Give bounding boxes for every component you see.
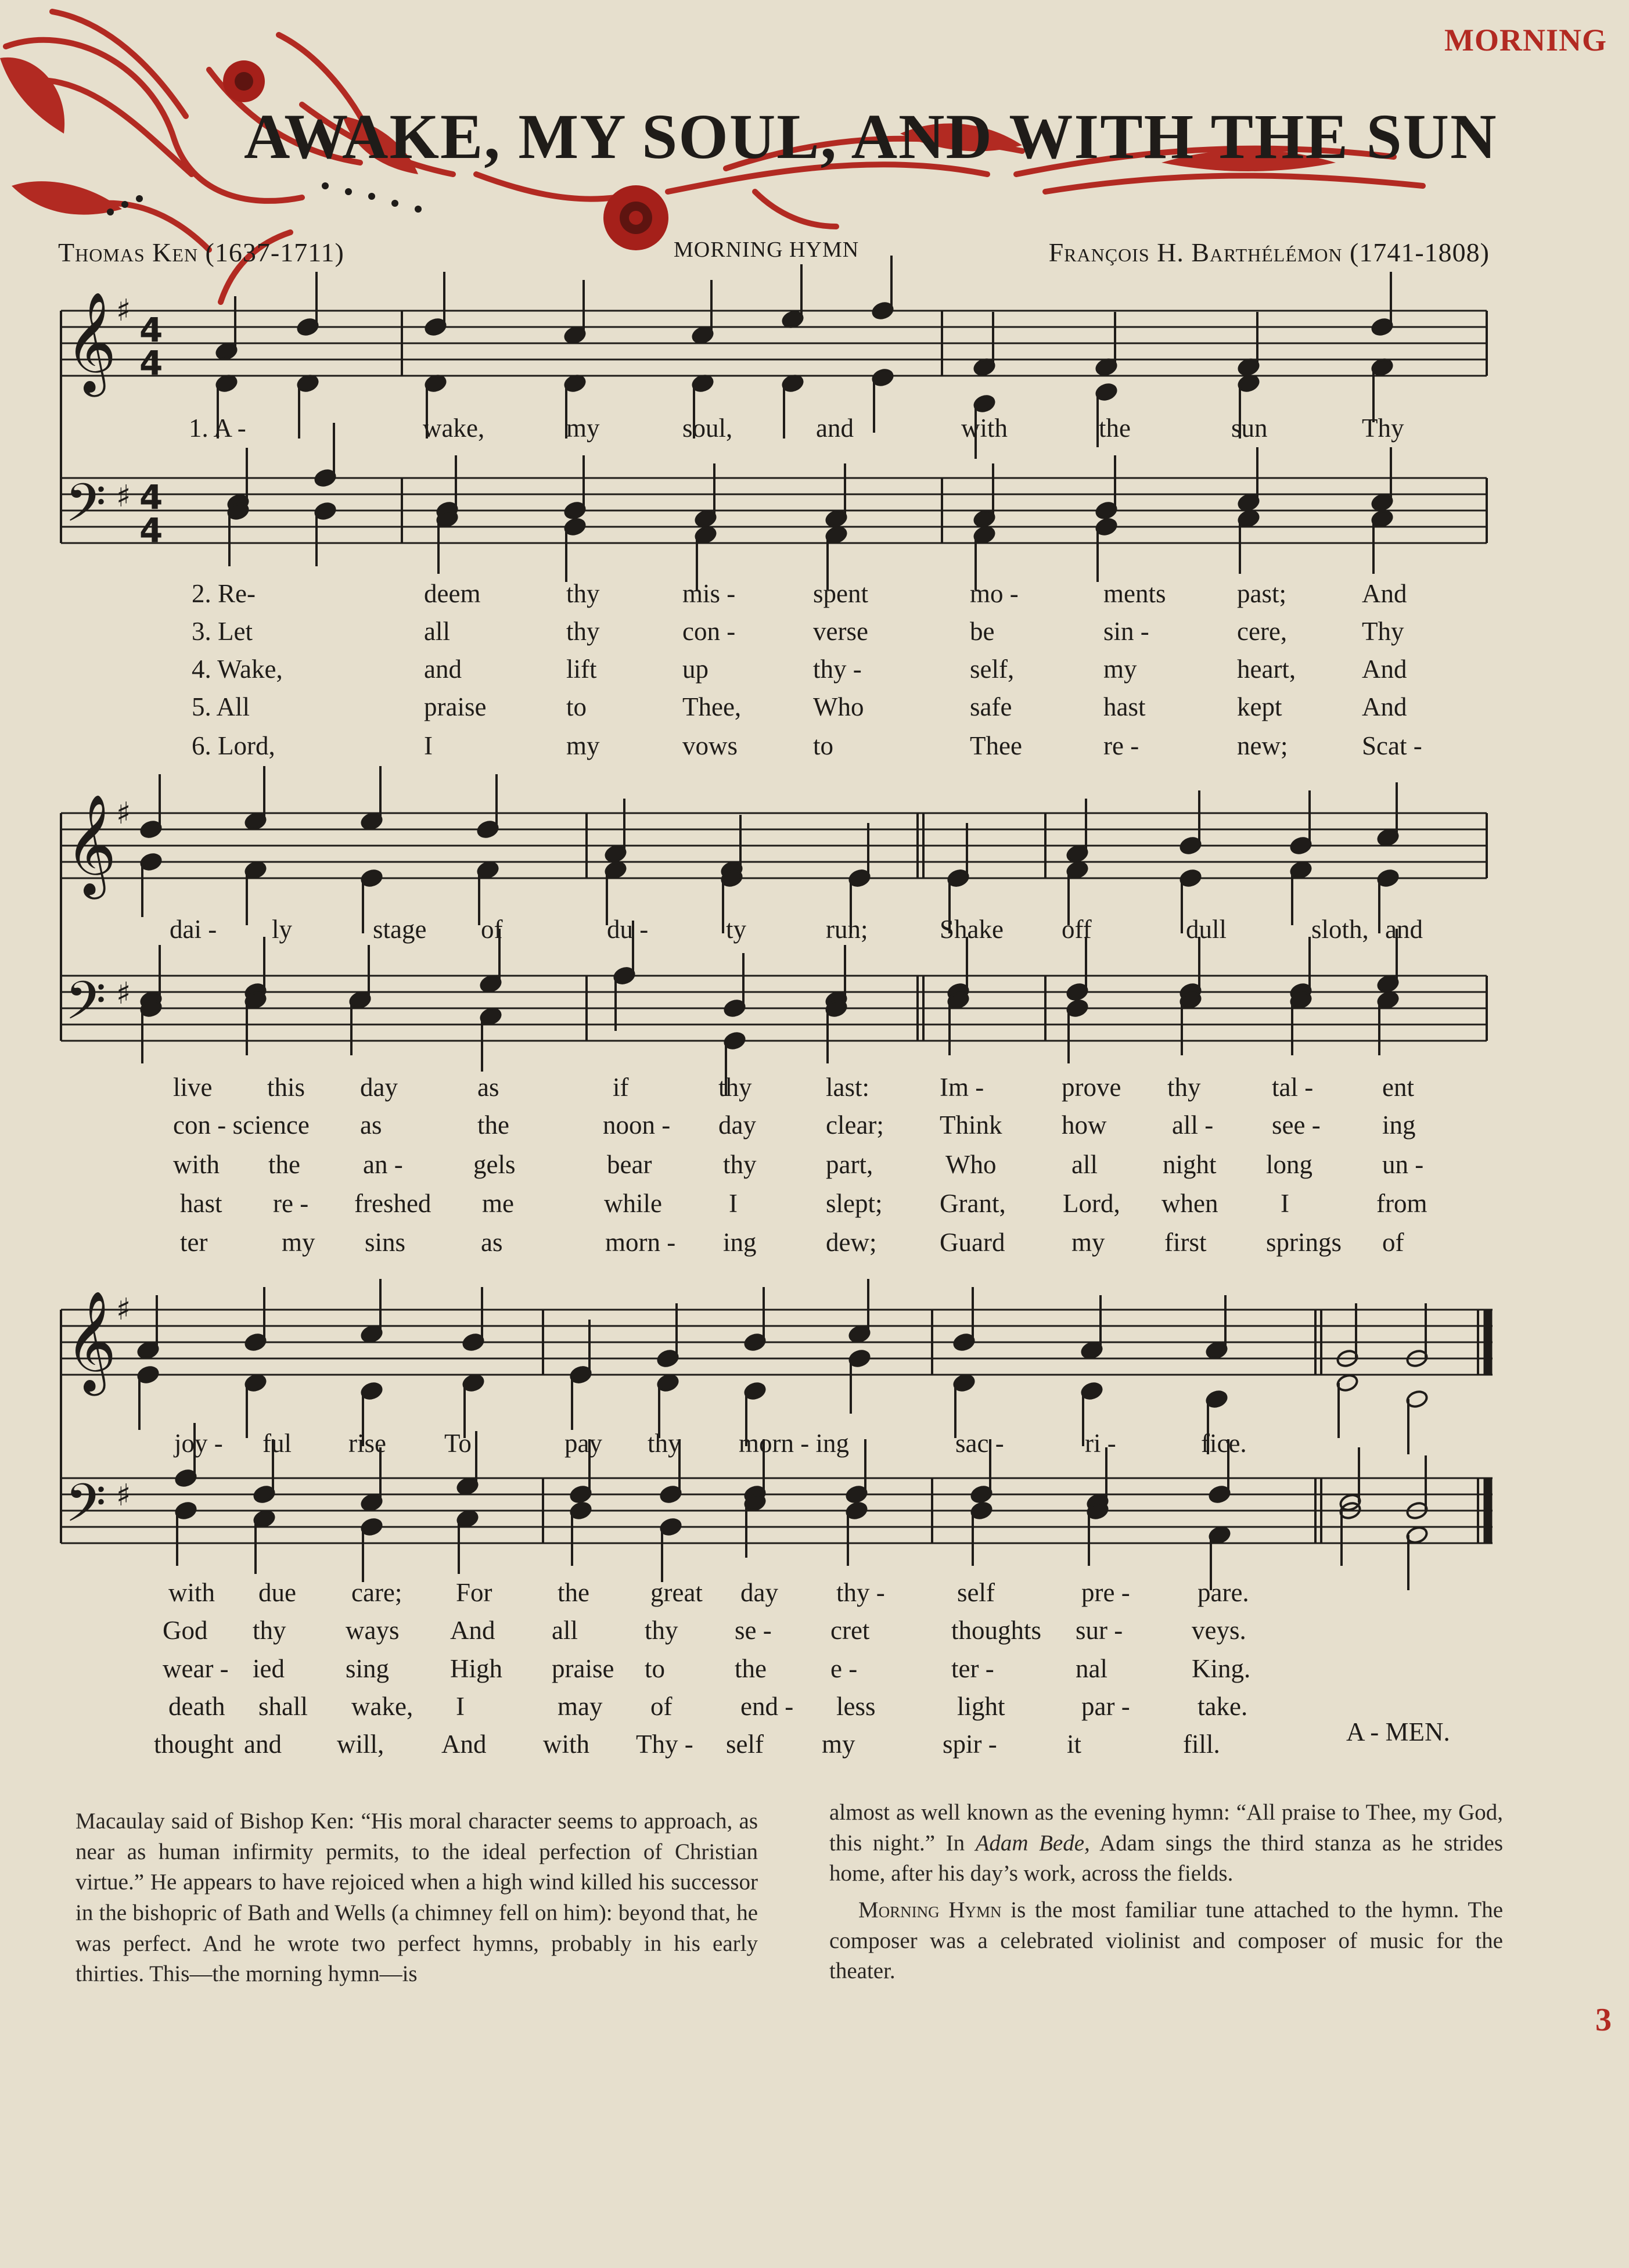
lyric-syllable: this	[267, 1073, 305, 1102]
lyric-syllable: sac -	[955, 1429, 1004, 1458]
lyric-syllable: all -	[1172, 1110, 1214, 1140]
lyric-syllable: con - science	[173, 1110, 310, 1140]
lyric-syllable: sun	[1231, 414, 1268, 443]
lyric-syllable: ri -	[1085, 1429, 1116, 1458]
lyric-syllable: thy	[648, 1429, 681, 1458]
bass-clef-icon: 𝄢	[65, 1472, 106, 1547]
commentary-left	[75, 1806, 758, 1996]
lyric-syllable: 4. Wake,	[192, 655, 283, 684]
hymn-title: AWAKE, MY SOUL, AND WITH THE SUN	[244, 101, 1498, 172]
lyric-syllable: first	[1164, 1228, 1207, 1257]
lyric-syllable: see -	[1272, 1110, 1321, 1140]
lyric-syllable: And	[450, 1616, 495, 1645]
lyric-syllable: thought	[154, 1730, 234, 1759]
lyric-syllable: end -	[740, 1692, 794, 1721]
lyric-syllable: And	[1362, 692, 1407, 721]
lyric-syllable: part,	[826, 1150, 873, 1179]
commentary-paragraph: Macaulay said of Bishop Ken: “His moral character seems to approach, as near as human infirmity permits, to the ideal perfection of Christian virtue.” He appears to have rejoiced when a high wind killed his successor in the bishopric of Bath and Wells (a chimney fell on him): beyond that, he was perfect. And he wrote two perfect hymns, probably in his early thirties. This—the morning hymn—is	[75, 1809, 758, 1987]
lyric-syllable: ing	[723, 1228, 757, 1257]
lyric-syllable: e -	[830, 1654, 858, 1683]
lyric-syllable: morn -	[605, 1228, 676, 1257]
lyric-syllable: heart,	[1237, 655, 1296, 684]
lyric-syllable: all	[424, 617, 450, 646]
lyric-syllable: if	[613, 1073, 629, 1102]
lyric-syllable: deem	[424, 579, 481, 608]
lyric-syllable: thy	[566, 617, 600, 646]
lyric-syllable: sins	[365, 1228, 406, 1257]
lyric-syllable: I	[456, 1692, 465, 1721]
lyric-syllable: of	[481, 915, 503, 944]
lyric-syllable: be	[970, 617, 995, 646]
lyric-syllable: to	[566, 692, 587, 721]
lyric-syllable: day	[360, 1073, 398, 1102]
lyric-syllable: long	[1266, 1150, 1313, 1179]
lyric-syllable: thy	[1167, 1073, 1201, 1102]
time-signature: 4	[139, 310, 163, 350]
lyric-syllable: ied	[253, 1654, 285, 1683]
lyric-syllable: ent	[1382, 1073, 1414, 1102]
lyric-syllable: day	[740, 1578, 778, 1607]
lyric-syllable: the	[1099, 414, 1131, 443]
lyric-syllable: new;	[1237, 731, 1288, 760]
lyric-syllable: thy	[253, 1616, 286, 1645]
lyric-syllable: sin -	[1103, 617, 1149, 646]
lyric-syllable: thoughts	[951, 1616, 1042, 1645]
lyric-syllable: light	[957, 1692, 1005, 1721]
lyric-syllable: lift	[566, 655, 597, 684]
treble-clef-icon: 𝄞	[65, 292, 117, 393]
lyric-syllable: thy	[718, 1073, 752, 1102]
lyric-syllable: Thy	[1362, 414, 1404, 443]
lyric-syllable: it	[1067, 1730, 1082, 1759]
bass-clef-icon: 𝄢	[65, 472, 106, 547]
lyric-syllable: the	[558, 1578, 589, 1607]
lyric-syllable: thy -	[836, 1578, 885, 1607]
lyric-syllable: my	[822, 1730, 855, 1759]
lyric-syllable: 2. Re-	[192, 579, 256, 608]
lyric-syllable: thy -	[813, 655, 862, 684]
lyric-syllable: nal	[1076, 1654, 1107, 1683]
commentary-right	[829, 1798, 1503, 1993]
time-signature: 4	[139, 343, 163, 383]
lyric-syllable: of	[650, 1692, 673, 1721]
lyric-syllable: Who	[813, 692, 864, 721]
lyric-syllable: 3. Let	[192, 617, 253, 646]
lyric-syllable: gels	[473, 1150, 516, 1179]
lyric-syllable: Who	[945, 1150, 997, 1179]
lyric-syllable: sur -	[1076, 1616, 1123, 1645]
lyric-syllable: and	[816, 414, 854, 443]
lyric-syllable: great	[650, 1578, 703, 1607]
lyric-syllable: past;	[1237, 579, 1286, 608]
lyric-syllable: last:	[826, 1073, 869, 1102]
lyric-syllable: an -	[363, 1150, 403, 1179]
lyric-syllable: con -	[682, 617, 736, 646]
lyric-syllable: my	[1071, 1228, 1105, 1257]
key-sharp-icon: ♯	[116, 796, 131, 831]
lyric-syllable: To	[444, 1429, 472, 1458]
lyric-syllable: ful	[262, 1429, 292, 1458]
lyric-syllable: safe	[970, 692, 1012, 721]
lyric-syllable: praise	[552, 1654, 614, 1683]
lyric-syllable: 6. Lord,	[192, 731, 275, 760]
lyric-syllable: thy	[645, 1616, 678, 1645]
lyric-syllable: the	[268, 1150, 300, 1179]
lyric-syllable: cret	[830, 1616, 870, 1645]
lyric-syllable: ter	[180, 1228, 208, 1257]
lyric-syllable: ty	[726, 915, 747, 944]
lyric-syllable: of	[1382, 1228, 1404, 1257]
lyric-syllable: day	[718, 1110, 756, 1140]
lyric-syllable: less	[836, 1692, 876, 1721]
lyric-syllable: hast	[180, 1189, 222, 1218]
lyric-syllable: self	[957, 1578, 995, 1607]
lyric-syllable: re -	[273, 1189, 309, 1218]
lyric-syllable: due	[258, 1578, 296, 1607]
lyric-syllable: I	[424, 731, 433, 760]
lyric-syllable: rise	[348, 1429, 386, 1458]
lyric-syllable: dew;	[826, 1228, 877, 1257]
lyric-syllable: with	[168, 1578, 215, 1607]
lyric-syllable: cere,	[1237, 617, 1288, 646]
commentary-paragraph: Morning Hymn is the most familiar tune attached to the hymn. The composer was a celebrated violinist and composer of music for the theater.	[829, 1897, 1504, 1984]
lyric-syllable: up	[682, 655, 709, 684]
lyric-syllable: as	[477, 1073, 499, 1102]
composer-credit: François H. Barthélémon (1741-1808)	[1048, 238, 1490, 267]
lyric-syllable: 1. A -	[189, 414, 246, 443]
lyric-syllable: all	[552, 1616, 578, 1645]
lyric-syllable: from	[1376, 1189, 1427, 1218]
lyric-syllable: Scat -	[1362, 731, 1422, 760]
lyric-syllable: ing	[1382, 1110, 1416, 1140]
lyric-syllable: pre -	[1081, 1578, 1130, 1607]
lyric-syllable: hast	[1103, 692, 1146, 721]
lyric-syllable: pare.	[1198, 1578, 1249, 1607]
key-sharp-icon: ♯	[116, 1478, 131, 1513]
page-number: 3	[1595, 2002, 1612, 2038]
lyric-syllable: I	[1281, 1189, 1289, 1218]
lyric-syllable: my	[1103, 655, 1137, 684]
lyric-syllable: fill.	[1183, 1730, 1220, 1759]
lyric-syllable: wake,	[351, 1692, 413, 1721]
lyric-syllable: me	[482, 1189, 514, 1218]
key-sharp-icon: ♯	[116, 479, 131, 514]
commentary-paragraph: almost as well known as the evening hymn: “All praise to Thee, my God, this night.” In Adam Bede, Adam sings the third stanza as he strides home, after his day’s work, across the fields.	[829, 1800, 1503, 1886]
lyric-syllable: as	[481, 1228, 503, 1257]
lyric-syllable: God	[163, 1616, 208, 1645]
lyric-syllable: verse	[813, 617, 868, 646]
lyric-syllable: off	[1062, 915, 1092, 944]
lyric-syllable: And	[1362, 579, 1407, 608]
section-label: MORNING	[1444, 23, 1607, 57]
lyric-syllable: Im -	[940, 1073, 984, 1102]
treble-clef-icon: 𝄞	[65, 1291, 117, 1392]
lyric-syllable: And	[441, 1730, 487, 1759]
lyric-syllable: Shake	[940, 915, 1004, 944]
lyric-syllable: to	[813, 731, 834, 760]
lyric-syllable: bear	[607, 1150, 652, 1179]
lyric-syllable: Guard	[940, 1228, 1005, 1257]
lyric-syllable: and	[1385, 915, 1423, 944]
lyric-syllable: vows	[682, 731, 738, 760]
lyric-syllable: ly	[272, 915, 293, 944]
lyric-syllable: joy -	[174, 1429, 223, 1458]
lyric-syllable: Thee	[970, 731, 1022, 760]
lyric-syllable: And	[1362, 655, 1407, 684]
lyric-syllable: self	[726, 1730, 764, 1759]
lyric-syllable: King.	[1192, 1654, 1251, 1683]
lyric-syllable: clear;	[826, 1110, 884, 1140]
lyric-syllable: self,	[970, 655, 1015, 684]
lyric-syllable: my	[282, 1228, 315, 1257]
lyric-syllable: thy	[566, 579, 600, 608]
lyric-syllable: se -	[735, 1616, 772, 1645]
lyric-syllable: to	[645, 1654, 666, 1683]
lyric-syllable: veys.	[1192, 1616, 1246, 1645]
lyric-syllable: Thee,	[682, 692, 742, 721]
lyric-syllable: par -	[1081, 1692, 1130, 1721]
lyric-syllable: slept;	[826, 1189, 883, 1218]
key-sharp-icon: ♯	[116, 976, 131, 1011]
lyric-syllable: noon -	[603, 1110, 671, 1140]
time-signature: 4	[139, 477, 163, 517]
lyric-syllable: my	[566, 414, 600, 443]
treble-clef-icon: 𝄞	[65, 794, 117, 895]
lyric-syllable: the	[477, 1110, 509, 1140]
author-credit: Thomas Ken (1637-1711)	[58, 238, 344, 267]
lyric-syllable: spir -	[943, 1730, 997, 1759]
lyric-syllable: how	[1062, 1110, 1107, 1140]
lyric-syllable: pay	[564, 1429, 602, 1458]
key-sharp-icon: ♯	[116, 293, 131, 328]
lyric-syllable: un -	[1382, 1150, 1424, 1179]
lyric-syllable: ways	[346, 1616, 400, 1645]
time-signature: 4	[139, 511, 163, 550]
lyric-syllable: wake,	[423, 414, 485, 443]
lyric-syllable: soul,	[682, 414, 733, 443]
lyric-syllable: spent	[813, 579, 868, 608]
lyric-syllable: prove	[1062, 1073, 1121, 1102]
lyric-syllable: dai -	[170, 915, 217, 944]
key-sharp-icon: ♯	[116, 1292, 131, 1327]
lyric-syllable: mo -	[970, 579, 1019, 608]
lyric-syllable: I	[729, 1189, 738, 1218]
lyric-syllable: may	[558, 1692, 603, 1721]
lyric-syllable: sloth,	[1311, 915, 1369, 944]
lyric-syllable: dull	[1186, 915, 1227, 944]
lyric-syllable: Thy	[1362, 617, 1404, 646]
lyric-syllable: as	[360, 1110, 382, 1140]
lyric-syllable: ments	[1103, 579, 1166, 608]
lyric-syllable: care;	[351, 1578, 402, 1607]
lyric-syllable: will,	[337, 1730, 384, 1759]
lyric-syllable: morn - ing	[739, 1429, 849, 1458]
lyric-syllable: Think	[940, 1110, 1002, 1140]
lyric-syllable: Thy -	[636, 1730, 693, 1759]
lyric-syllable: run;	[826, 915, 868, 944]
lyric-syllable: praise	[424, 692, 487, 721]
bass-clef-icon: 𝄢	[65, 970, 106, 1044]
lyric-syllable: wear -	[163, 1654, 229, 1683]
lyric-syllable: the	[735, 1654, 767, 1683]
lyric-syllable: springs	[1266, 1228, 1342, 1257]
tune-name: MORNING HYMN	[674, 238, 860, 262]
lyric-syllable: all	[1071, 1150, 1098, 1179]
lyric-syllable: freshed	[354, 1189, 431, 1218]
lyric-syllable: while	[604, 1189, 662, 1218]
lyric-syllable: thy	[723, 1150, 757, 1179]
lyric-syllable: take.	[1198, 1692, 1248, 1721]
lyric-syllable: mis -	[682, 579, 736, 608]
lyric-syllable: 5. All	[192, 692, 250, 721]
lyric-syllable: when	[1161, 1189, 1218, 1218]
lyric-syllable: du -	[607, 915, 649, 944]
lyric-syllable: live	[173, 1073, 213, 1102]
lyric-syllable: with	[173, 1150, 220, 1179]
amen-text: A - MEN.	[1346, 1717, 1450, 1746]
lyric-syllable: sing	[346, 1654, 390, 1683]
lyric-syllable: fice.	[1201, 1429, 1247, 1458]
lyric-syllable: kept	[1237, 692, 1282, 721]
lyric-syllable: my	[566, 731, 600, 760]
lyric-syllable: shall	[258, 1692, 308, 1721]
lyric-syllable: re -	[1103, 731, 1139, 760]
lyric-syllable: with	[961, 414, 1008, 443]
lyric-syllable: stage	[373, 915, 427, 944]
lyric-syllable: For	[456, 1578, 492, 1607]
lyric-syllable: and	[244, 1730, 282, 1759]
lyric-syllable: ter -	[951, 1654, 994, 1683]
lyric-syllable: death	[168, 1692, 225, 1721]
lyric-syllable: with	[543, 1730, 590, 1759]
lyric-syllable: night	[1163, 1150, 1217, 1179]
lyric-syllable: Lord,	[1063, 1189, 1120, 1218]
lyric-syllable: High	[450, 1654, 502, 1683]
lyric-syllable: Grant,	[940, 1189, 1006, 1218]
lyric-syllable: and	[424, 655, 462, 684]
lyric-syllable: tal -	[1272, 1073, 1314, 1102]
